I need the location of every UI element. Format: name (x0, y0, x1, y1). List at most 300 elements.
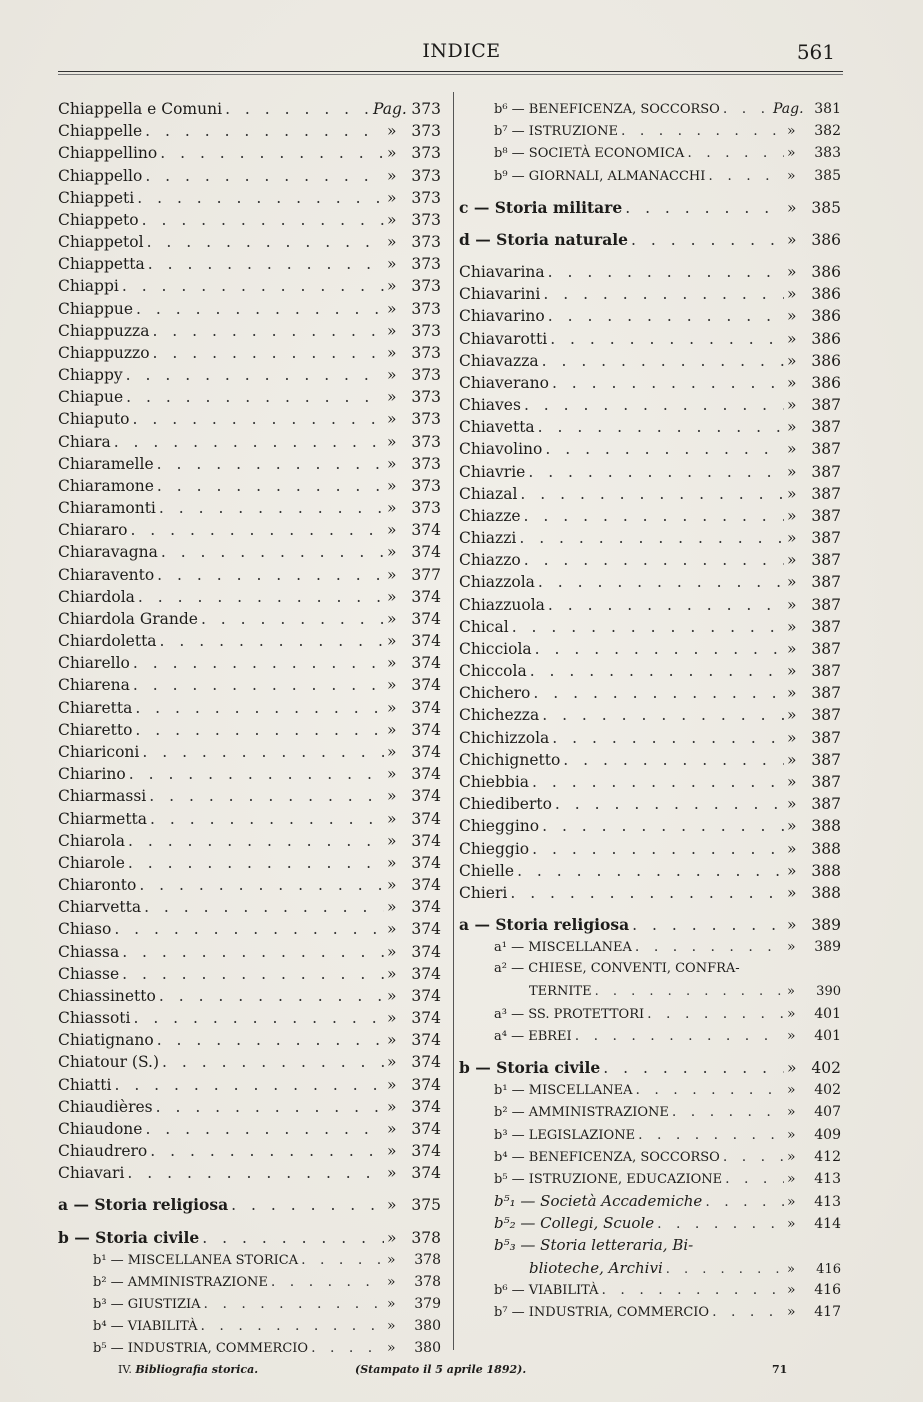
entry-page: 385 (814, 167, 841, 184)
leader-dots (157, 564, 384, 586)
entry-ref: » (787, 418, 797, 437)
entry-ref: » (787, 1170, 796, 1187)
leader-dots (149, 785, 384, 807)
entry-name: blioteche, Archivi (529, 1258, 663, 1277)
entry-name: b⁵₃ — Storia letteraria, Bi- (494, 1236, 694, 1255)
entry-name: a — Storia religiosa (459, 915, 630, 935)
leader-dots (127, 1162, 384, 1184)
leader-dots (201, 1315, 384, 1337)
index-entry (58, 564, 441, 586)
entry-ref: » (387, 1296, 396, 1313)
entry-ref: » (387, 210, 397, 229)
entry-name: Chiassoti (58, 1009, 131, 1028)
entry-name: Chiazzi (459, 529, 517, 548)
page-title: INDICE (422, 40, 501, 62)
index-entry (459, 549, 841, 571)
leader-dots (150, 808, 384, 830)
entry-ref: » (387, 1228, 397, 1247)
leader-dots (532, 771, 784, 793)
subsubsection-list (459, 1190, 841, 1279)
entry-ref: » (787, 595, 797, 614)
entry-ref: » (787, 861, 797, 880)
index-entry (58, 1118, 441, 1140)
entry-name: Chiazzuola (459, 595, 545, 614)
entry-name: Chieggio (459, 839, 530, 858)
entry-ref: » (387, 188, 397, 207)
section-heading (459, 229, 841, 251)
index-entry (459, 749, 841, 771)
leader-dots (538, 416, 784, 438)
index-entry (459, 328, 841, 350)
index-entry (58, 941, 441, 963)
entry-page: 413 (814, 1170, 841, 1187)
entry-ref: » (387, 920, 397, 939)
entry-name: Chiarole (58, 853, 125, 872)
entry-page: 381 (814, 101, 841, 117)
index-entry (58, 165, 441, 187)
entry-name: Chiaramonti (58, 499, 156, 518)
index-entry (58, 896, 441, 918)
leader-dots (160, 630, 384, 652)
entry-page: 414 (814, 1216, 841, 1233)
entry-ref: » (387, 676, 397, 695)
entry-ref: » (387, 964, 397, 983)
index-entry (459, 505, 841, 527)
entry-name: b⁴ — VIABILITÀ (93, 1319, 198, 1335)
entry-name: Chiarino (58, 765, 126, 784)
entry-page: 373 (411, 210, 441, 229)
leader-dots (157, 453, 384, 475)
entry-page: 387 (811, 684, 841, 703)
subsection-entry (459, 981, 841, 1003)
entry-page: 387 (811, 750, 841, 769)
subsection-list-right-top (459, 98, 841, 187)
leader-dots (603, 1057, 784, 1079)
subsection-entry (459, 1146, 841, 1168)
index-entry (58, 674, 441, 696)
entry-ref: » (787, 1126, 796, 1143)
entry-ref: » (787, 263, 797, 282)
entry-name: b² — AMMINISTRAZIONE (93, 1274, 268, 1290)
leader-dots (524, 549, 784, 571)
entry-name: b⁹ — GIORNALI, ALMANACCHI (494, 168, 706, 184)
entry-page: 379 (414, 1296, 441, 1313)
index-entry (58, 1162, 441, 1184)
entry-name: Chiaudrero (58, 1142, 148, 1161)
entry-ref: » (787, 1303, 796, 1320)
entry-list-right (459, 261, 841, 904)
entry-name: Chiappello (58, 166, 143, 185)
entry-page: 416 (814, 1281, 841, 1298)
entry-ref: » (787, 440, 797, 459)
entry-page: 374 (411, 964, 441, 983)
entry-page: 378 (411, 1228, 441, 1247)
entry-name: Chiavrie (459, 462, 526, 481)
entry-ref: » (787, 1194, 796, 1211)
entry-list-left (58, 98, 441, 1184)
leader-dots (542, 350, 784, 372)
entry-ref: » (387, 277, 397, 296)
entry-page: 388 (811, 861, 841, 880)
subsection-entry (459, 98, 841, 120)
index-entry (459, 727, 841, 749)
subsection-entry (459, 1168, 841, 1190)
entry-ref: » (787, 307, 797, 326)
entry-page: 374 (411, 1119, 441, 1138)
entry-name: Chiavarino (459, 307, 545, 326)
entry-page: 382 (814, 123, 841, 140)
entry-name: Chiazzo (459, 551, 521, 570)
entry-ref: » (387, 454, 397, 473)
entry-name: b³ — LEGISLAZIONE (494, 1127, 636, 1143)
entry-ref: » (787, 817, 797, 836)
entry-ref: » (387, 1053, 397, 1072)
index-entry (58, 608, 441, 630)
entry-page: 386 (811, 230, 841, 249)
entry-name: Chiazzola (459, 573, 535, 592)
entry-ref: » (787, 484, 797, 503)
entry-ref: » (387, 698, 397, 717)
entry-page: 402 (814, 1082, 841, 1099)
leader-dots (142, 209, 384, 231)
index-entry (58, 275, 441, 297)
index-entry (58, 852, 441, 874)
entry-page: 387 (811, 484, 841, 503)
entry-ref: » (387, 233, 397, 252)
subsection-list-left (58, 1249, 441, 1360)
leader-dots (672, 1101, 784, 1123)
index-entry (58, 830, 441, 852)
leader-dots (725, 1168, 784, 1190)
index-entry (459, 571, 841, 593)
index-entry (459, 416, 841, 438)
leader-dots (723, 1146, 784, 1168)
entry-name: Chiassa (58, 942, 120, 961)
entry-ref: » (387, 321, 397, 340)
leader-dots (510, 882, 784, 904)
entry-name: Chiappella e Comuni (58, 100, 223, 118)
entry-ref: » (387, 1119, 397, 1138)
entry-page: 377 (411, 565, 441, 584)
entry-page: 374 (411, 1031, 441, 1050)
entry-name: b — Storia civile (459, 1058, 601, 1078)
entry-ref: » (787, 1261, 795, 1277)
entry-name: Chiatignano (58, 1031, 154, 1050)
leader-dots (122, 963, 384, 985)
entry-ref: » (387, 587, 397, 606)
index-entry (459, 594, 841, 616)
entry-page: 409 (814, 1126, 841, 1143)
entry-name: b — Storia civile (58, 1227, 200, 1247)
entry-page: 373 (411, 388, 441, 407)
entry-page: 387 (811, 728, 841, 747)
entry-page: 374 (411, 876, 441, 895)
index-entry (58, 697, 441, 719)
entry-name: Chiavazza (459, 351, 539, 370)
entry-ref: » (387, 366, 397, 385)
leader-dots (301, 1249, 384, 1271)
subsection-entry (459, 1003, 841, 1025)
entry-name: Chical (459, 617, 509, 636)
entry-name: TERNITE (529, 983, 592, 999)
entry-page: 380 (414, 1340, 441, 1357)
leader-dots (126, 364, 384, 386)
leader-dots (128, 830, 384, 852)
index-entry (459, 793, 841, 815)
leader-dots (153, 342, 384, 364)
index-entry (459, 704, 841, 726)
leader-dots (135, 719, 384, 741)
entry-name: Chichignetto (459, 750, 561, 769)
leader-dots (602, 1279, 784, 1301)
index-entry (58, 985, 441, 1007)
entry-ref: » (387, 343, 397, 362)
leader-dots (519, 527, 784, 549)
leader-dots (122, 275, 384, 297)
entry-ref: » (387, 1318, 396, 1335)
entry-name: Chichero (459, 684, 531, 703)
entry-name: a² — CHIESE, CONVENTI, CONFRA- (494, 961, 740, 977)
entry-ref: » (787, 551, 797, 570)
entry-page: 374 (411, 698, 441, 717)
spacer (58, 1217, 441, 1227)
leader-dots (548, 305, 784, 327)
entry-page: 386 (811, 285, 841, 304)
entry-ref: » (387, 1142, 397, 1161)
entry-page: 373 (411, 122, 441, 141)
entry-ref: » (387, 787, 397, 806)
index-entry (58, 1051, 441, 1073)
entry-page: 412 (814, 1148, 841, 1165)
leader-dots (555, 793, 784, 815)
entry-ref: » (387, 410, 397, 429)
leader-dots (533, 682, 784, 704)
index-entry (459, 283, 841, 305)
entry-page: 374 (411, 742, 441, 761)
entry-ref: » (787, 639, 797, 658)
entry-page: 373 (411, 410, 441, 429)
entry-page: 374 (411, 1142, 441, 1161)
entry-name: Chiccola (459, 662, 527, 681)
index-entry (459, 882, 841, 904)
entry-ref: Pag. (773, 101, 804, 117)
index-entry (459, 815, 841, 837)
leader-dots (512, 616, 784, 638)
section-heading (58, 1194, 441, 1216)
index-entry (58, 408, 441, 430)
entry-ref: » (787, 396, 797, 415)
entry-ref: » (787, 1059, 797, 1078)
leader-dots (161, 541, 384, 563)
entry-ref: » (787, 198, 797, 217)
column-divider (453, 92, 454, 1350)
subsection-entry (459, 142, 841, 164)
index-entry (58, 1007, 441, 1029)
entry-page: 373 (411, 366, 441, 385)
entry-page: 374 (411, 1053, 441, 1072)
subsection-entry (459, 1079, 841, 1101)
index-entry (58, 98, 441, 120)
entry-name: Chiebbia (459, 772, 530, 791)
spacer (459, 187, 841, 197)
section-storia-religiosa-right (459, 914, 841, 936)
leader-dots (137, 187, 384, 209)
leader-dots (159, 985, 384, 1007)
entry-name: Chiaravento (58, 565, 155, 584)
leader-dots (631, 229, 784, 251)
spacer (459, 904, 841, 914)
index-entry (58, 652, 441, 674)
entry-page: 388 (811, 817, 841, 836)
leader-dots (157, 475, 384, 497)
leader-dots (548, 261, 784, 283)
entry-page: 386 (811, 329, 841, 348)
entry-name: a³ — SS. PROTETTORI (494, 1006, 645, 1022)
entry-name: Chiaudières (58, 1097, 153, 1116)
leader-dots (231, 1194, 384, 1216)
entry-page: 387 (811, 396, 841, 415)
subsubsection-entry (459, 1234, 841, 1256)
spacer (459, 219, 841, 229)
entry-name: b⁸ — SOCIETÀ ECONOMICA (494, 146, 685, 162)
entry-name: Chiarmassi (58, 787, 147, 806)
entry-ref: » (787, 573, 797, 592)
entry-name: Chiazze (459, 506, 521, 525)
entry-page: 374 (411, 1097, 441, 1116)
entry-ref: » (787, 506, 797, 525)
entry-page: 386 (811, 373, 841, 392)
leader-dots (145, 1118, 384, 1140)
leader-dots (136, 298, 384, 320)
entry-page: 387 (811, 529, 841, 548)
entry-ref: » (387, 654, 397, 673)
entry-ref: » (387, 1273, 396, 1290)
entry-ref: » (787, 728, 797, 747)
entry-name: b⁴ — BENEFICENZA, SOCCORSO (494, 1149, 720, 1165)
entry-ref: » (387, 543, 397, 562)
subsection-entry (459, 1025, 841, 1047)
subsection-list-civile (459, 1079, 841, 1190)
entry-page: 389 (811, 916, 841, 935)
entry-page: 387 (811, 772, 841, 791)
entry-ref: » (387, 1009, 397, 1028)
leader-dots (122, 941, 384, 963)
index-entry (58, 209, 441, 231)
index-entry (58, 541, 441, 563)
entry-name: Chiavolino (459, 440, 543, 459)
leader-dots (133, 652, 384, 674)
leader-dots (148, 253, 384, 275)
entry-page: 373 (411, 499, 441, 518)
entry-ref: » (787, 883, 797, 902)
leader-dots (128, 852, 384, 874)
entry-name: Chicciola (459, 639, 532, 658)
entry-name: Chiavetta (459, 418, 535, 437)
entry-name: b¹ — MISCELLANEA STORICA (93, 1252, 299, 1268)
entry-name: Chichezza (459, 706, 540, 725)
subsection-entry (459, 165, 841, 187)
leader-dots (201, 608, 384, 630)
index-entry (58, 630, 441, 652)
entry-ref: » (787, 1216, 796, 1233)
subsection-entry (459, 936, 841, 958)
entry-ref: » (787, 167, 796, 184)
entry-page: 373 (411, 255, 441, 274)
entry-name: d — Storia naturale (459, 229, 629, 249)
leader-dots (160, 142, 384, 164)
entry-ref: » (387, 898, 397, 917)
index-entry (58, 475, 441, 497)
entry-name: Chiappeti (58, 188, 135, 207)
subsection-entry (459, 1279, 841, 1301)
entry-name: Chiediberto (459, 795, 552, 814)
entry-ref: » (387, 432, 397, 451)
subsection-entry (58, 1249, 441, 1271)
entry-page: 387 (811, 706, 841, 725)
index-entry (58, 785, 441, 807)
index-entry (58, 741, 441, 763)
leader-dots (150, 1140, 384, 1162)
index-entry (459, 638, 841, 660)
entry-name: Chiarvetta (58, 898, 142, 917)
leader-dots (126, 386, 384, 408)
leader-dots (535, 638, 784, 660)
entry-ref: » (787, 1005, 796, 1022)
leader-dots (133, 674, 384, 696)
entry-name: b³ — GIUSTIZIA (93, 1297, 201, 1313)
entry-page: 374 (411, 898, 441, 917)
entry-ref: » (787, 329, 797, 348)
entry-name: Chiardola (58, 587, 135, 606)
leader-dots (542, 704, 784, 726)
entry-name: a¹ — MISCELLANEA (494, 940, 632, 956)
leader-dots (147, 231, 384, 253)
leader-dots (311, 1337, 384, 1359)
entry-name: Chichizzola (459, 728, 550, 747)
subsubsection-entry (459, 1257, 841, 1279)
leader-dots (520, 483, 784, 505)
index-entry (58, 142, 441, 164)
entry-ref: » (387, 388, 397, 407)
index-entry (58, 231, 441, 253)
entry-name: a — Storia religiosa (58, 1195, 229, 1215)
index-entry (58, 497, 441, 519)
leader-dots (621, 120, 784, 142)
entry-name: Chiara (58, 432, 111, 451)
entry-page: 383 (814, 145, 841, 162)
entry-name: Chiappuzza (58, 321, 150, 340)
entry-page: 388 (811, 839, 841, 858)
header-rule-secondary (58, 74, 843, 75)
entry-page: 373 (411, 454, 441, 473)
section-heading (459, 1057, 841, 1079)
entry-page: 387 (811, 506, 841, 525)
index-entry (58, 874, 441, 896)
entry-name: Chiaputo (58, 410, 130, 429)
entry-ref: » (387, 521, 397, 540)
leader-dots (723, 98, 770, 120)
spacer (58, 1184, 441, 1194)
entry-ref: » (787, 750, 797, 769)
entry-name: Chiaretto (58, 720, 133, 739)
entry-name: Chiaretta (58, 698, 133, 717)
entry-page: 386 (811, 307, 841, 326)
index-entry (459, 771, 841, 793)
entry-ref: » (387, 831, 397, 850)
leader-dots (712, 1301, 784, 1323)
entry-page: 378 (414, 1251, 441, 1268)
entry-ref: » (387, 609, 397, 628)
